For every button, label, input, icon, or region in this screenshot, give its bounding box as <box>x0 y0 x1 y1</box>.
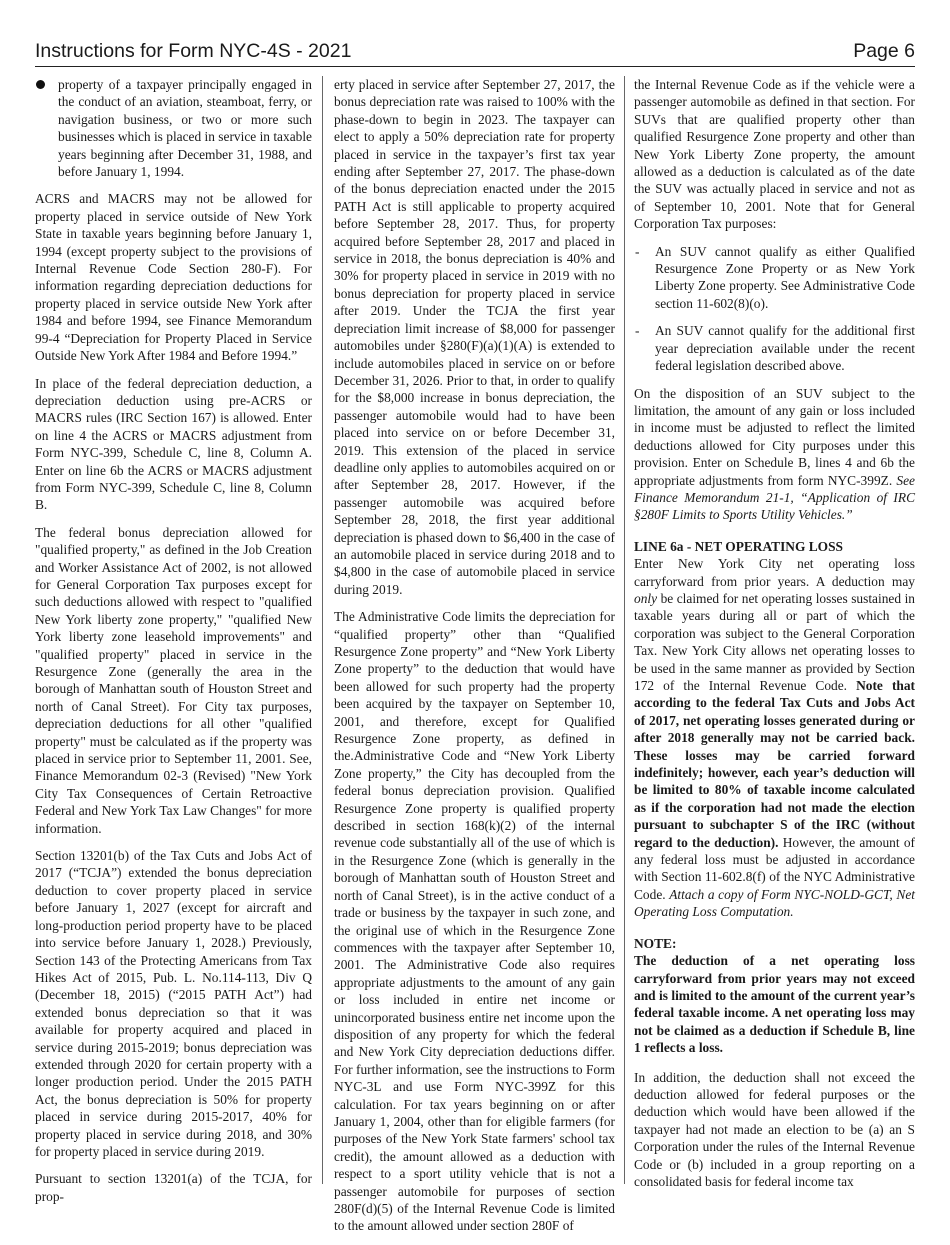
bullet-text: property of a taxpayer principally engaged in the conduct of an aviation, steamboat, ferry, or navigation business, or two or more such businesses which is placed in service in taxable years beginning after December 31, 1988, and before January 1, 1994. <box>58 77 312 180</box>
nol-text-2: be claimed for net operating losses sustained in taxable years during all or part of which the corporation was subject to the General Corporation Tax. New York City allows net operating losses to be used in the same manner as provided by Section 172 of the Internal Revenue Code. <box>634 590 915 693</box>
column-3 <box>634 76 915 1200</box>
form-title: Instructions for Form NYC-4S - 2021 <box>35 40 352 62</box>
disposition-text: On the disposition of an SUV subject to the limitation, the amount of any gain or loss included in income must be adjusted to reflect the limited deductions allowed for City purposes under this provision. Enter on Schedule B, lines 4 and 6b the appropriate adjustments from form NYC-399Z. <box>634 385 915 488</box>
paragraph-depreciation-deduction: In place of the federal depreciation deduction, a depreciation deduction using pre-ACRS or MACRS rules (IRC Section 167) is allowed. Enter on line 4 the ACRS or MACRS adjustment from Form NYC-399, Schedule C, line 8, Column A. Enter on line 6b the ACRS or MACRS adjustment from Form NYC-399, Schedule C, line 8, Column B. <box>35 375 312 513</box>
paragraph-deduction-limit: In addition, the deduction shall not exceed the deduction allowed for federal purposes or the deduction which would have been allowed if the taxpayer had not made an election to be (a) an S Corporation under the rules of the Internal Revenue Code or (b) included in a group reporting on a consolidated basis for federal income tax <box>634 1069 915 1189</box>
finance-memo-reference: See Finance Memorandum 21-1, “Application of IRC §280F Limits to Sports Utility Vehicles.” <box>634 472 915 523</box>
note-heading: NOTE: <box>634 935 677 951</box>
nol-only-word: only <box>634 590 658 606</box>
column-2 <box>334 76 615 1245</box>
paragraph-net-operating-loss <box>634 555 915 921</box>
page-header <box>35 38 915 67</box>
paragraph-bonus-rate: erty placed in service after September 27, 2017, the bonus depreciation rate was raised to 100% with the phase-down to begin in 2023. The taxpayer can elect to apply a 50% depreciation rate for property placed in service in the taxpayer’s first tax year ending after September 27, 2017. The phase-down of the bonus depreciation enacted under the 2015 PATH Act is still applicable to property acquired before September 28, 2017. Thus, for property acquired before September 28, 2017 and placed in service in 2018, the bonus depreciation is 40% and 30% for property placed in service in 2019 with no bonus depreciation for property placed in service after 2019. Under the TCJA the first year depreciation limit increase of $8,000 for passenger automobiles under §280(F)(a)(1)(A) is extended to include automobiles placed in service on or before December 31, 2026. Prior to that, in order to qualify for the $8,000 increase in bonus depreciation, the passenger automobile would had to have been placed into service on or before December 31, 2019. This extension of the placed in service deadline only applies to automobiles acquired on or after September 28, 2017. However, if the passenger automobile was acquired before September 28, 2018, the first year additional depreciation is phased down to $6,400 in the case of an automobile placed in service during 2018 and to $4,800 in the case of automobile placed in service during 2019. <box>334 77 615 597</box>
column-divider-2 <box>624 76 625 1184</box>
section-heading-line-6a: LINE 6a - NET OPERATING LOSS <box>634 538 843 554</box>
bullet-icon <box>36 80 45 89</box>
note-body: The deduction of a net operating loss carryforward from prior years may not exceed and is limited to the amount of the current year’s federal taxable income. A net operating loss may not be claimed as a deduction if Schedule B, line 1 reflects a loss. <box>634 953 915 1056</box>
paragraph-bonus-depreciation: The federal bonus depreciation allowed for "qualified property," as defined in the Job Creation and Worker Assistance Act of 2002, is not allowed for General Corporation Tax purposes except for such deductions allowed with respect to "qualified New York liberty zone property," "qualified New York liberty zone leasehold improvements" and "qualified property" placed in service in the Resurgence Zone (generally the area in the borough of Manhattan south of Houston Street and north of Canal Street). For City tax purposes, depreciation deductions for all other "qualified property" must be calculated as if the property was placed in service prior to September 11, 2001. See, Finance Memorandum 02-3 (Revised) "New York City Tax Consequences of Certain Retroactive Federal and New York Tax Law Changes" for more information. <box>35 524 312 836</box>
paragraph-acrs-macrs: ACRS and MACRS may not be allowed for property placed in service outside of New York State in taxable years beginning before January 1, 1994 (except property subject to the provisions of Internal Revenue Code Section 280-F). For information regarding depreciation deductions for property placed in service outside New York after 1984 and before 1994, see Finance Memorandum 99-4 “Depreciation for Property Placed in Service Outside New York After 1984 and Before 1994.” <box>35 191 312 364</box>
bullet-item <box>35 76 312 180</box>
dash-item-text: An SUV cannot qualify for the additional first year depreciation available under the recent federal legislation described above. <box>655 323 915 374</box>
paragraph-tcja-section-13201b: Section 13201(b) of the Tax Cuts and Jobs Act of 2017 (“TCJA”) extended the bonus depreciation deduction to cover property placed in service before January 1, 2027 (except for aircraft and long-production period property have to be placed into service before January 1, 2028.) Previously, Section 143 of the Protecting Americans from Tax Hikes Act of 2015, Pub. L. No.114-113, Div Q (December 18, 2015) (“2015 PATH Act”) had extended bonus depreciation so that it was available for property acquired and placed in service during 2015-2019; bonus depreciation was extended through 2020 for certain property with a longer production period. Under the 2015 PATH Act, the bonus depreciation is 50% for property placed in service during 2015-2017, 40% for property placed in service during 2018, and 30% for property placed in service during 2019. <box>35 848 312 1159</box>
column-1 <box>35 76 312 1215</box>
dash-item-1 <box>634 243 915 313</box>
dash-marker: - <box>635 323 640 339</box>
dash-marker: - <box>635 243 640 259</box>
paragraph-tcja-section-13201a: Pursuant to section 13201(a) of the TCJA, for prop- <box>35 1171 312 1204</box>
nol-text-3: However, the amount of any federal loss must be adjusted in accordance with Section 11-602.8(f) of the NYC Administrative Code. <box>634 834 915 902</box>
nol-attach-instruction: Attach a copy of Form NYC-NOLD-GCT, Net Operating Loss Computation. <box>634 886 915 920</box>
nol-text-1: Enter New York City net operating loss carryforward from prior years. A deduction may <box>634 556 915 589</box>
paragraph-administrative-code: The Administrative Code limits the depreciation for “qualified property” other than “Qualified Resurgence Zone property” and “New York Liberty Zone property” to the deduction that would have been allowed for such property had the property been acquired by the taxpayer on September 10, 2001, and therefore, except for Qualified Resurgence Zone property, as defined in the.Administrative Code and “New York Liberty Zone property,” the City has decoupled from the federal bonus depreciation provision. Qualified Resurgence Zone property is qualified property described in section 168(k)(2) of the internal revenue code substantially all of the use of which is in the Resurgence Zone (which is generally in the borough of Manhattan south of Houston Street and north of Canal Street), is in the active conduct of a trade or business by the taxpayer in such zone, and the original use of which in the Resurgence Zone commences with the taxpayer after September 10, 2001. The Administrative Code also requires appropriate adjustments to the amount of any gain or loss included in entire net income or unincorporated business entire net income upon the disposition of any property for which the federal and New York City depreciation deductions differ. For further information, see the instructions to Form NYC-3L and use Form NYC-399Z for this calculation. For tax years beginning on or after January 1, 2004, other than for eligible farmers (for purposes of the New York State farmers' school tax credit), the amount allowed as a deduction with respect to a sport utility vehicle that is not a passenger automobile for purposes of section 280F(d)(5) of the Internal Revenue Code is limited to the amount allowed under section 280F of <box>334 609 615 1234</box>
page-number: Page 6 <box>853 40 915 62</box>
dash-item-text: An SUV cannot qualify as either Qualified Resurgence Zone Property or as New York Liberty Zone property. See Administrative Code section 11-602(8)(o). <box>655 243 915 311</box>
paragraph-suv-disposition <box>634 385 915 524</box>
nol-tcja-note: Note that according to the federal Tax Cuts and Jobs Act of 2017, net operating losses generated during or after 2018 generally may not be carried back. These losses may be carried forward indefinitely; however, each year’s deduction will be limited to 80% of taxable income calculated as if the corporation had not made the election pursuant to subchapter S of the IRC (without regard to the deduction). <box>634 678 916 850</box>
paragraph-suv-passenger: the Internal Revenue Code as if the vehicle were a passenger automobile as defined in that section. For SUVs that are qualified property other than qualified Resurgence Zone property and other than New York Liberty Zone property, the amount allowed as a deduction is calculated as of the date the SUV was actually placed in service and not as of September 10, 2001. Note that for General Corporation Tax purposes: <box>634 77 915 232</box>
dash-item-2 <box>634 322 915 374</box>
column-divider-1 <box>322 76 323 1184</box>
